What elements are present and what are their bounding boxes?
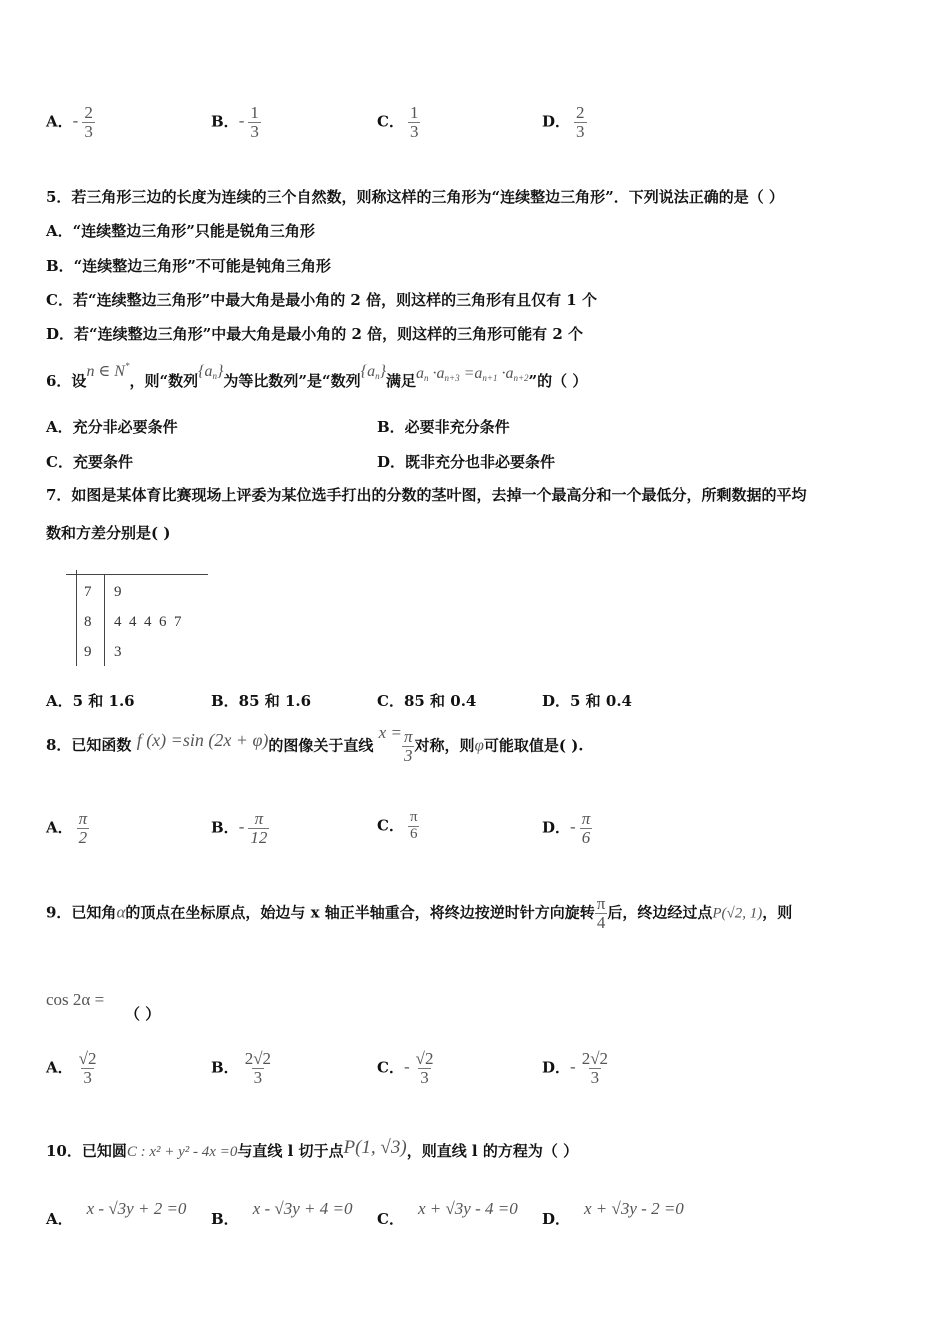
q4-option-d-num: 2	[576, 103, 585, 122]
q6-seq-1-a: {a	[198, 363, 213, 380]
q9-option-c-label: C．	[377, 1058, 404, 1077]
q8-option-b-den: 12	[250, 827, 268, 847]
q8-number: 8．已知函数	[46, 736, 132, 755]
q10-option-c-expr: x + √3y - 4 =0	[417, 1199, 518, 1218]
q8-option-a[interactable]	[46, 810, 89, 847]
q8-option-c[interactable]	[377, 810, 420, 843]
q10-option-c-label: C．	[377, 1210, 404, 1228]
q4-option-c-den: 3	[409, 121, 419, 141]
stem-row-3-stem: 9	[84, 644, 92, 660]
q6-option-b[interactable]: B．必要非充分条件	[377, 418, 510, 436]
q4-option-b-num: 1	[250, 103, 259, 122]
q9-text-2: 后，终边经过点	[607, 903, 713, 922]
q10-text-1: 与直线 l 切于点	[237, 1142, 344, 1160]
q8-text-2: 对称，则	[414, 736, 475, 755]
q6-number: 6．设	[46, 372, 87, 390]
q10-point: P(1, √3)	[343, 1137, 407, 1158]
stem-row-1-stem: 7	[84, 584, 92, 600]
q10-option-a-label: A．	[46, 1210, 73, 1228]
q6-eq-mid2: =a	[459, 365, 483, 382]
q9-option-c-fraction	[414, 1050, 436, 1087]
q9-alpha: α	[116, 902, 126, 922]
q6-equation	[416, 365, 529, 382]
q8-option-c-num: π	[409, 809, 418, 825]
stem-leaf-left-rule	[76, 570, 77, 666]
q6-eq-sub3: n+1	[482, 373, 498, 383]
q8-option-d-label: D．	[542, 818, 571, 837]
q6-option-d[interactable]: D．既非充分也非必要条件	[377, 453, 556, 471]
q8-option-d-sign: -	[570, 817, 576, 837]
q10-stem	[46, 1137, 579, 1162]
q9-option-a-label: A．	[46, 1058, 73, 1077]
q9-option-d[interactable]	[542, 1050, 610, 1087]
q8-option-b-sign: -	[238, 817, 245, 837]
q9-option-a-fraction	[77, 1050, 99, 1087]
q8-option-d-num: π	[581, 809, 591, 828]
q8-phi: φ	[474, 735, 484, 755]
q7-option-a[interactable]: A．5 和 1.6	[46, 692, 135, 710]
q4-option-a-label: A．	[46, 112, 73, 131]
q6-eq-sub4: n+2	[513, 373, 529, 383]
q9-rotation-num: π	[596, 894, 606, 913]
q10-option-d-label: D．	[542, 1210, 571, 1228]
q8-option-d[interactable]	[542, 810, 592, 847]
q10-option-c[interactable]	[377, 1198, 518, 1228]
q10-option-a-expr: x - √3y + 2 =0	[86, 1199, 187, 1218]
q9-option-d-den: 3	[590, 1067, 600, 1087]
q6-eq-sub1: n	[424, 373, 429, 383]
q4-option-c-num: 1	[409, 103, 419, 122]
q10-text-2: ，则直线 l 的方程为（ ）	[406, 1142, 579, 1160]
q5-option-a[interactable]: A．“连续整边三角形”只能是锐角三角形	[46, 222, 315, 240]
q8-option-a-fraction	[77, 810, 90, 847]
q4-option-b-den: 3	[250, 121, 259, 141]
q9-option-b-fraction	[243, 1050, 273, 1087]
q4-option-b-sign: -	[238, 111, 245, 131]
q4-option-a-sign: -	[72, 111, 79, 131]
q8-text-1: 的图像关于直线	[268, 736, 374, 755]
q7-option-d[interactable]: D．5 和 0.4	[542, 692, 632, 710]
q4-option-c-fraction	[408, 104, 421, 141]
q6-option-c[interactable]: C．充要条件	[46, 453, 133, 471]
q8-stem	[46, 723, 584, 765]
q6-text-2: 为等比数列”是“数列	[223, 372, 361, 390]
q4-option-a-num: 2	[84, 103, 93, 122]
q8-option-b-fraction	[248, 810, 269, 847]
q8-option-a-den: 2	[78, 827, 88, 847]
q8-option-d-fraction	[580, 810, 593, 847]
q5-option-d[interactable]: D．若“连续整边三角形”中最大角是最小角的 2 倍，则这样的三角形可能有 2 个	[46, 325, 584, 343]
q4-option-c-label: C．	[377, 112, 404, 131]
q9-text-1: 的顶点在坐标原点，始边与 x 轴正半轴重合，将终边按逆时针方向旋转	[125, 903, 595, 922]
q8-option-a-num: π	[78, 809, 88, 828]
q8-option-b-label: B．	[211, 818, 239, 837]
q6-text-1: ，则“数列	[129, 372, 199, 390]
q4-option-b-label: B．	[211, 112, 239, 131]
q9-number: 9．已知角	[46, 903, 117, 922]
q9-option-b[interactable]	[211, 1050, 273, 1087]
stem-leaf-divider	[104, 574, 105, 666]
q4-option-d-fraction	[574, 104, 587, 141]
q10-option-b[interactable]	[211, 1198, 353, 1228]
q8-line-den: 3	[403, 745, 413, 765]
stem-row-1-leaves: 9	[114, 584, 122, 600]
q9-option-a-num: √2	[78, 1049, 97, 1068]
q4-option-b[interactable]	[211, 104, 261, 141]
q6-eq-sub2: n+3	[444, 373, 460, 383]
q9-point: P(√2, 1)	[712, 905, 763, 922]
q4-option-a[interactable]	[46, 104, 95, 141]
stem-row-2-stem: 8	[84, 614, 92, 630]
stem-leaf-top-rule	[66, 574, 208, 575]
q9-option-d-label: D．	[542, 1058, 571, 1077]
q9-text-3: ，则	[762, 903, 793, 922]
q6-seq-2-a: {a	[360, 363, 376, 380]
q9-option-b-num: 2√2	[244, 1049, 272, 1068]
q6-eq-mid1: ·a	[428, 365, 445, 382]
q9-expression: cos 2α =	[46, 990, 105, 1009]
q6-sequence-2	[361, 363, 386, 380]
q9-option-d-sign: -	[570, 1057, 576, 1077]
stem-leaf-plot	[66, 570, 211, 670]
q8-text-3: 可能取值是( ).	[483, 736, 584, 755]
q9-option-d-num: 2√2	[581, 1049, 609, 1068]
q10-option-a[interactable]	[46, 1198, 187, 1228]
q7-option-c[interactable]: C．85 和 0.4	[377, 692, 477, 710]
q4-option-a-den: 3	[84, 121, 93, 141]
q8-line-eq: x =	[378, 723, 402, 743]
q8-option-d-den: 6	[581, 827, 591, 847]
q9-option-d-fraction	[580, 1050, 610, 1087]
stem-row-2-leaves: 4 4 4 6 7	[114, 614, 182, 630]
q6-eq-a1: a	[416, 365, 424, 382]
q6-condition-sup: *	[124, 361, 130, 371]
q8-option-b-num: π	[254, 809, 264, 828]
q6-eq-mid3: ·a	[497, 365, 514, 382]
q6-seq-1-end: }	[217, 363, 224, 380]
q10-number: 10．已知圆	[46, 1142, 127, 1160]
q6-stem	[46, 360, 588, 390]
q4-option-d-label: D．	[542, 112, 571, 131]
q8-option-c-label: C．	[377, 816, 404, 835]
q9-option-c[interactable]	[377, 1050, 435, 1087]
q9-option-a[interactable]	[46, 1050, 98, 1087]
q8-option-c-fraction	[408, 810, 420, 843]
q8-line-fraction	[402, 728, 415, 765]
q5-stem: 5．若三角形三边的长度为连续的三个自然数，则称这样的三角形为“连续整边三角形”．下列说法正确的是（ ）	[46, 188, 784, 206]
q7-stem-line-1: 7．如图是某体育比赛现场上评委为某位选手打出的分数的茎叶图，去掉一个最高分和一个最低分，所剩数据的平均	[46, 486, 807, 504]
q8-line-num: π	[403, 727, 413, 746]
q10-circle: C : x² + y² - 4x =0	[126, 1144, 238, 1160]
q7-stem-line-2: 数和方差分别是( )	[46, 524, 171, 542]
q9-option-c-sign: -	[403, 1057, 410, 1077]
q6-seq-2-end: }	[379, 363, 386, 380]
q9-option-c-num: √2	[415, 1049, 434, 1068]
q5-option-b[interactable]: B．“连续整边三角形”不可能是钝角三角形	[46, 257, 331, 275]
q9-option-a-den: 3	[83, 1067, 92, 1087]
q9-rotation-den: 4	[596, 912, 606, 932]
q8-option-a-label: A．	[46, 818, 73, 837]
q8-function: f (x) =sin (2x + φ)	[136, 730, 269, 751]
q10-option-d-expr: x + √3y - 2 =0	[584, 1199, 684, 1218]
q6-condition-text: n ∈ N	[86, 363, 125, 380]
q6-seq-2-sub: n	[375, 371, 380, 381]
q10-option-b-label: B．	[211, 1210, 239, 1228]
q10-option-b-expr: x - √3y + 4 =0	[252, 1199, 353, 1218]
q7-option-b[interactable]: B．85 和 1.6	[211, 692, 312, 710]
q6-seq-1-sub: n	[212, 371, 217, 381]
q9-rotation-fraction	[595, 895, 608, 932]
q5-option-c[interactable]: C．若“连续整边三角形”中最大角是最小角的 2 倍，则这样的三角形有且仅有 1 个	[46, 291, 597, 309]
q6-option-a[interactable]: A．充分非必要条件	[46, 418, 178, 436]
q4-option-c[interactable]	[377, 104, 420, 141]
q9-option-b-label: B．	[211, 1058, 239, 1077]
q9-option-c-den: 3	[420, 1067, 429, 1087]
q9-paren: （ ）	[125, 1005, 161, 1023]
stem-row-3-leaves: 3	[114, 644, 122, 660]
q9-stem	[46, 895, 792, 932]
q4-option-a-fraction	[82, 104, 95, 141]
q8-option-b[interactable]	[211, 810, 269, 847]
q6-condition	[86, 363, 129, 380]
q4-option-d-den: 3	[576, 121, 585, 141]
q10-option-d[interactable]	[542, 1198, 684, 1228]
q4-option-d[interactable]	[542, 104, 587, 141]
q6-text-4: ”的（ ）	[528, 372, 588, 390]
q6-text-3: 满足	[385, 372, 416, 390]
q9-option-b-den: 3	[253, 1067, 263, 1087]
q6-sequence-1	[198, 363, 223, 380]
q4-option-b-fraction	[248, 104, 261, 141]
q8-option-c-den: 6	[409, 825, 418, 842]
